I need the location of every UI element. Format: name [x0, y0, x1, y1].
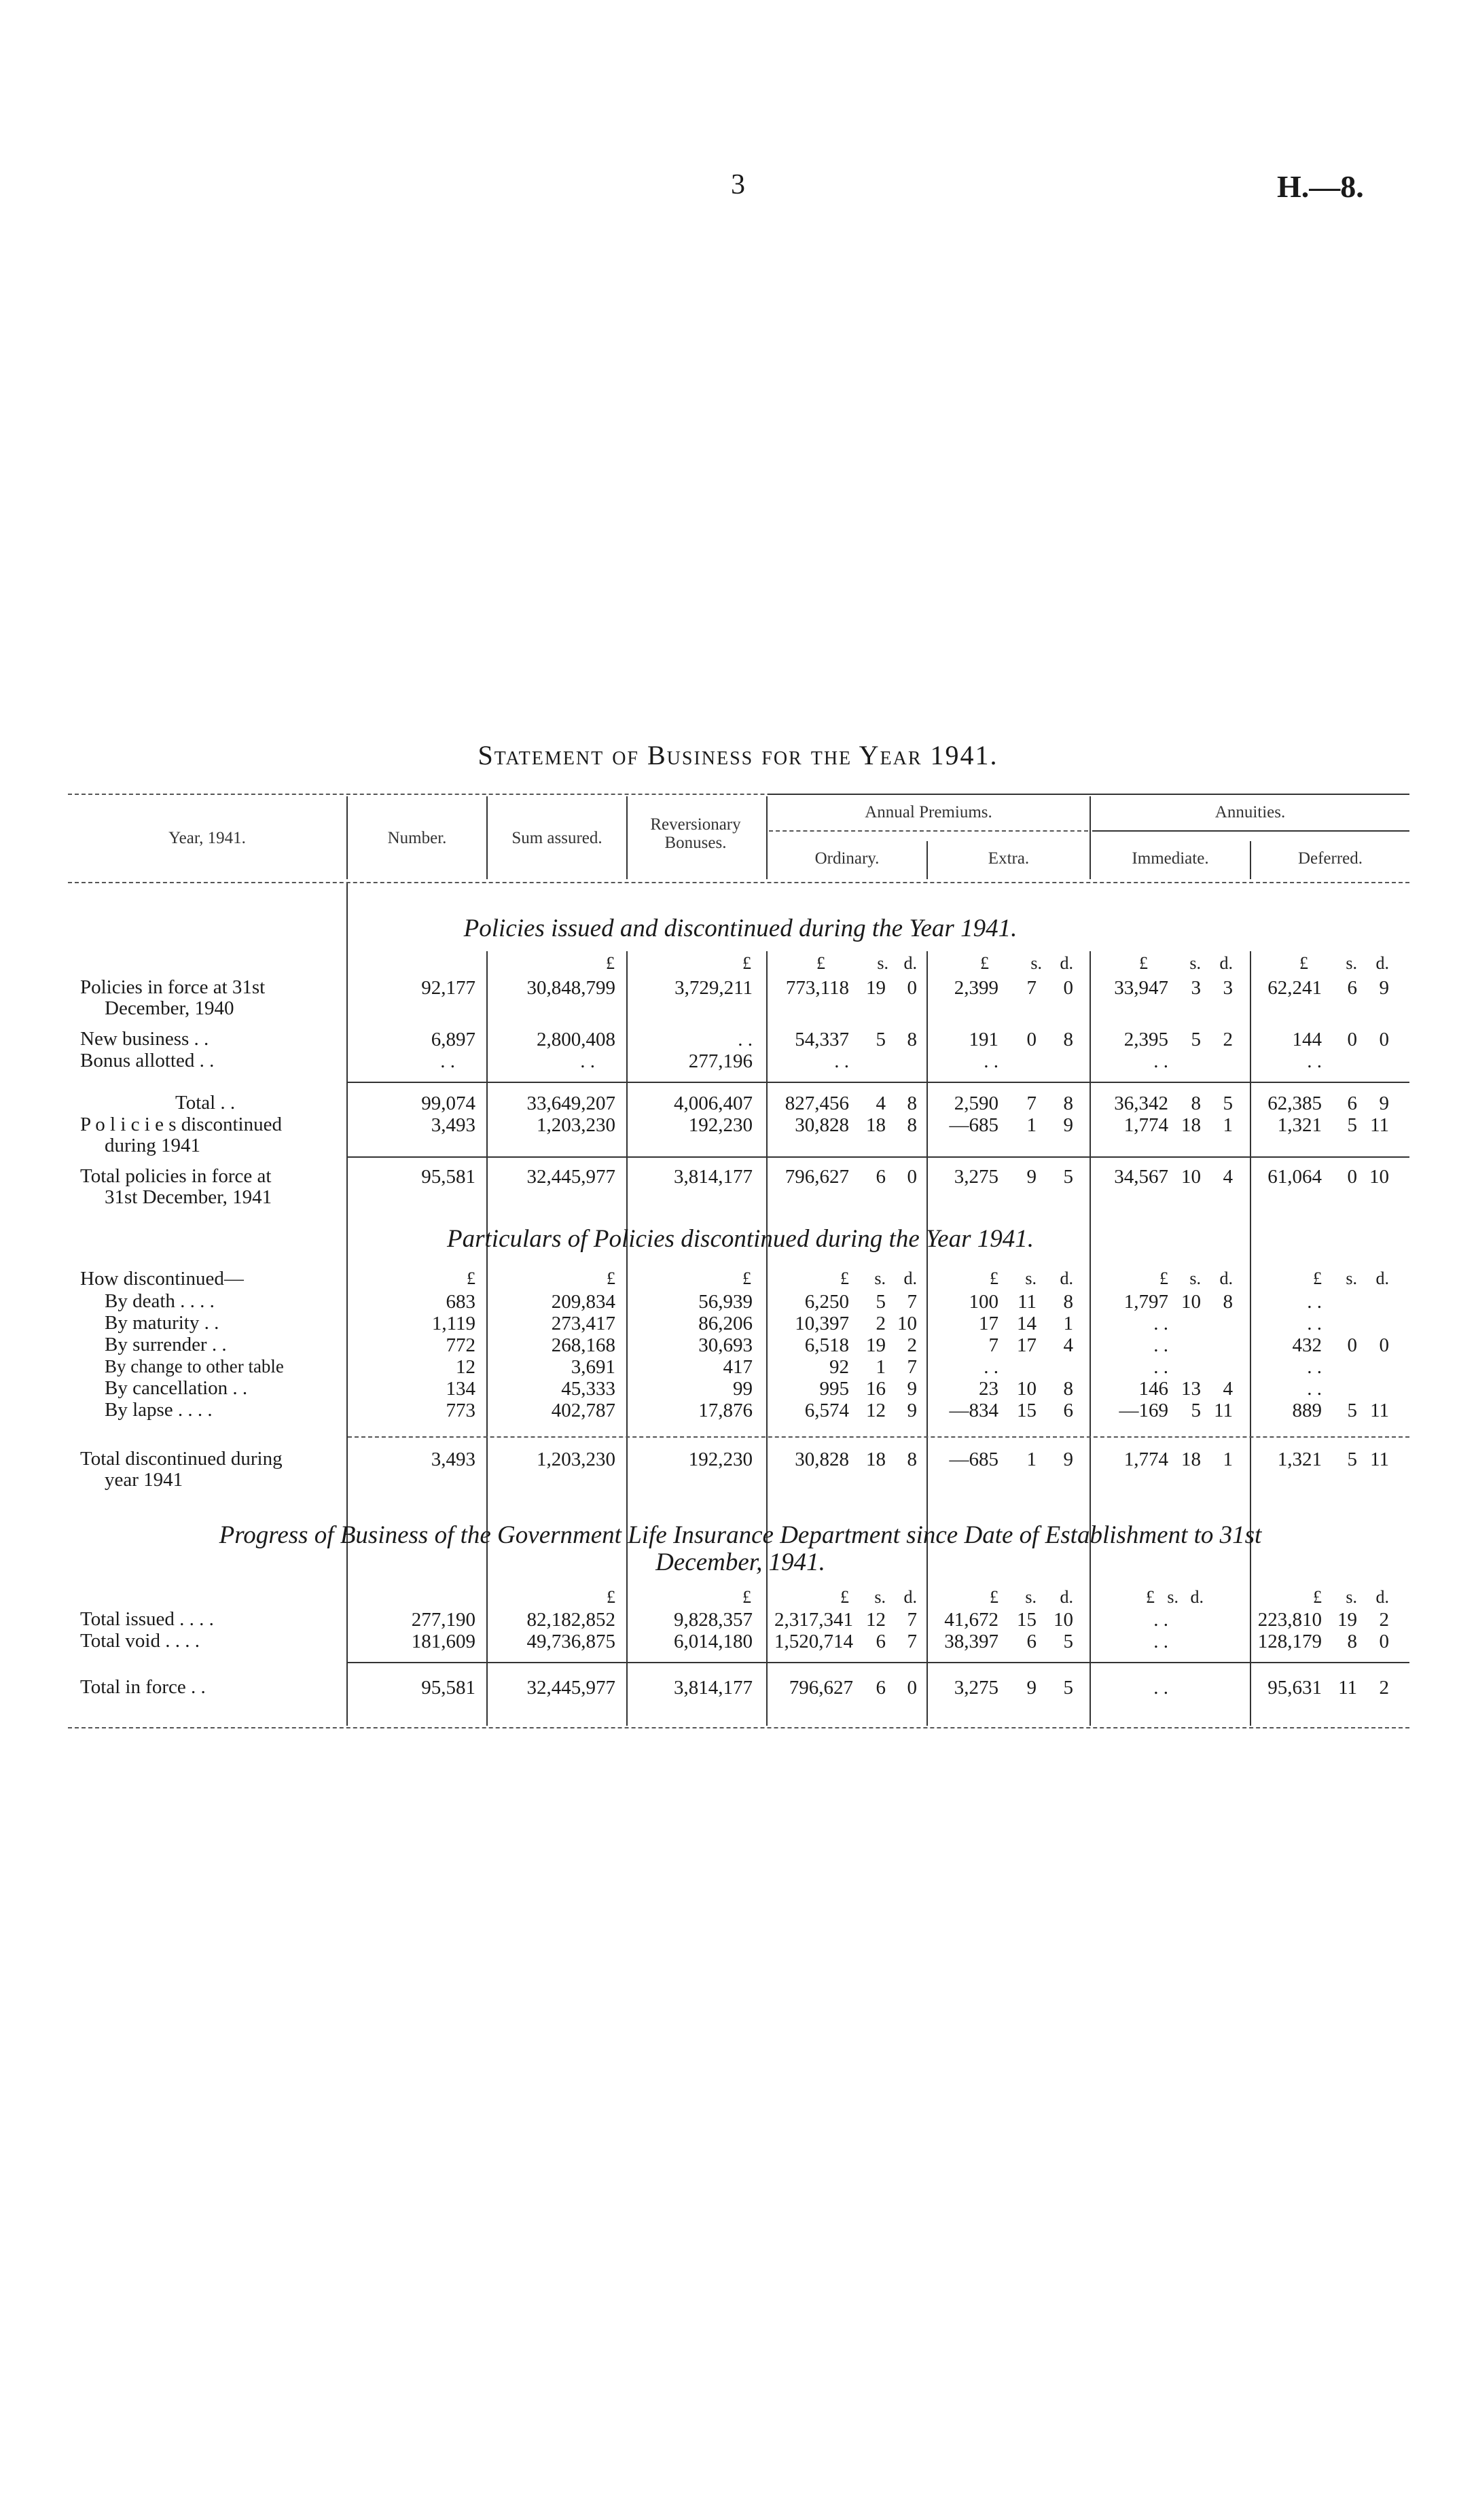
statement-title: Statement of Business for the Year 1941.: [478, 740, 998, 770]
col-sum-assured: Sum assured.: [511, 829, 602, 847]
subtotal-rule: [348, 1436, 1409, 1438]
subtotal-rule: [348, 1156, 1409, 1158]
how-discontinued-heading: How discontinued—: [80, 1268, 244, 1290]
col-deferred: Deferred.: [1297, 849, 1363, 868]
col-year: Year, 1941.: [168, 829, 246, 847]
col-number: Number.: [387, 829, 447, 847]
page-number: 3: [731, 169, 745, 200]
subtotal-rule: [348, 1082, 1409, 1083]
col-annual-premiums: Annual Premiums.: [865, 803, 992, 821]
document-code: H.—8.: [1277, 169, 1364, 204]
subtotal-rule: [348, 1662, 1409, 1663]
section-heading: Particulars of Policies discontinued during the Year 1941.: [447, 1225, 1034, 1253]
section-heading-cont: December, 1941.: [655, 1548, 825, 1576]
rule-bottom: [68, 1727, 1409, 1728]
section-heading: Policies issued and discontinued during the Year 1941.: [463, 915, 1018, 942]
col-immediate: Immediate.: [1132, 849, 1209, 868]
rule-header-bottom: [68, 882, 1409, 883]
rule-top-right: [768, 794, 1409, 795]
section-heading: Progress of Business of the Government Life Insurance Department since Date of Establishment to 31st: [219, 1521, 1262, 1549]
col-extra: Extra.: [988, 849, 1030, 868]
col-annuities: Annuities.: [1214, 803, 1286, 821]
col-ordinary: Ordinary.: [814, 849, 880, 868]
col-bonuses: Reversionary Bonuses.: [650, 815, 741, 852]
